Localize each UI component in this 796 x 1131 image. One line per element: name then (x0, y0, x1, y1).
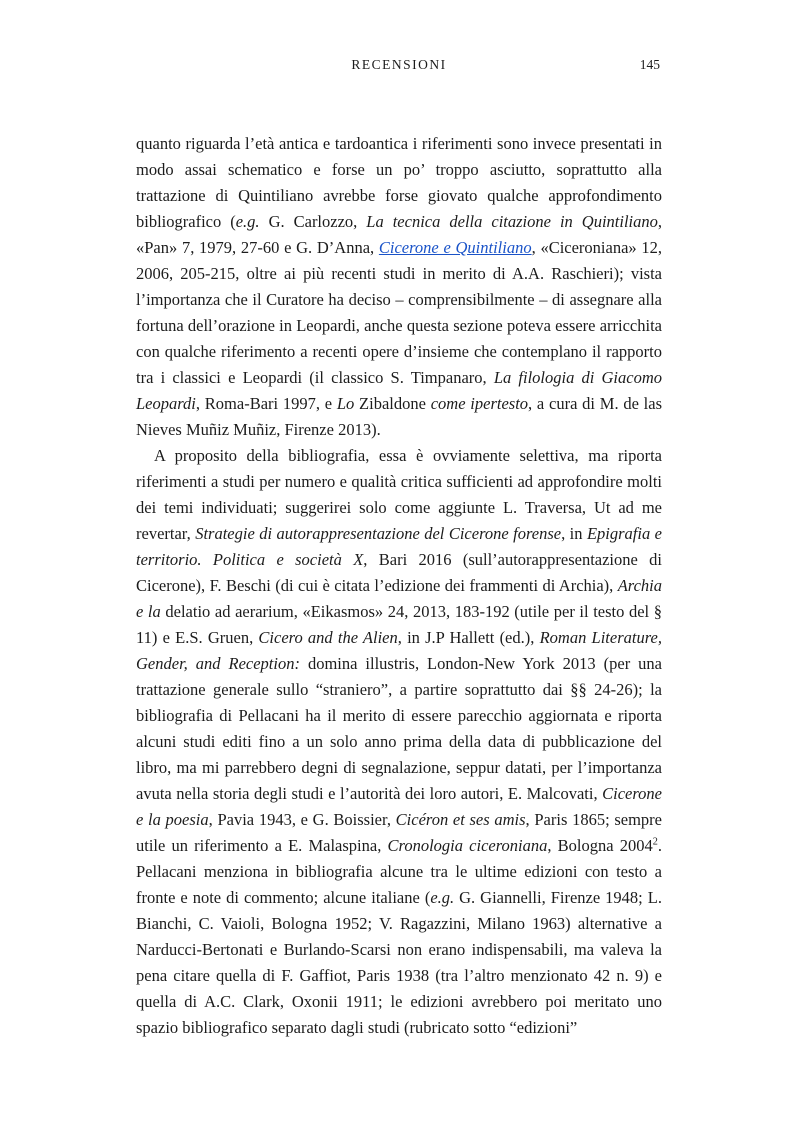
text-run: Roman Literature, Gender, and Reception: (136, 628, 662, 673)
superscript-edition-number: 2 (652, 836, 658, 848)
text-run: La tecnica della citazione in Quintiliano (366, 212, 658, 231)
paragraph (136, 131, 662, 443)
text-run: Cicéron et ses amis (395, 810, 526, 829)
body-text (136, 131, 662, 1041)
page-header (136, 57, 662, 75)
text-run: e.g. (235, 212, 260, 231)
text-run: Lo (336, 394, 355, 413)
text-run: e.g. (430, 888, 455, 907)
page-number: 145 (639, 57, 660, 72)
text-run: Cicerone e la poesia (136, 784, 662, 829)
text-run: , Paris 1865; sempre utile un riferimento a E. Malaspina, (136, 810, 662, 855)
text-run: , «Ciceroniana» 12, 2006, 205-215, oltre ai più recenti studi in merito di A.A. Raschieri); vista l’importanza che il Curatore ha deciso – comprensibilmente – di assegnare alla fortuna dell’orazione in Leopardi, anche questa sezione poteva essere arricchita con qualche riferimento a recenti opere d’insieme che contemplano il rapporto tra i classici e Leopardi (il classico S. Timpanaro, (136, 238, 663, 387)
text-run: , in (561, 524, 587, 543)
text-run: Cronologia ciceroniana (387, 836, 548, 855)
paragraph (136, 443, 662, 1041)
text-run: , Roma-Bari 1997, e (195, 394, 337, 413)
text-run: , Pavia 1943, e G. Boissier, (208, 810, 396, 829)
text-run: , in J.P Hallett (ed.), (397, 628, 540, 647)
link-cicerone-e-quintiliano[interactable]: Cicerone e Quintiliano (378, 238, 532, 257)
text-run: A proposito della bibliografia, essa è ovviamente selettiva, ma riporta riferimenti a studi per numero e qualità critica sufficienti ad approfondire molti dei temi individuati; suggerirei solo come aggiunte L. Traversa, Ut ad me revertar, (136, 446, 662, 543)
text-run: G. Giannelli, Firenze 1948; L. Bianchi, C. Vaioli, Bologna 1952; V. Ragazzini, Milano 1963) alternative a Narducci-Bertonati e Burlando-Scarsi non erano indispensabili, ma valeva la pena citare quella di F. Gaffiot, Paris 1938 (tra l’altro menzionato 42 n. 9) e quella di A.C. Clark, Oxonii 1911; le edizioni avrebbero poi meritato uno spazio bibliografico separato dagli studi (rubricato sotto “edizioni” (136, 888, 662, 1037)
text-run: , Bari 2016 (sull’autorappresentazione di Cicerone), F. Beschi (di cui è citata l’edizione dei frammenti di Archia), (136, 550, 662, 595)
text-run: quanto riguarda l’età antica e tardoantica i riferimenti sono invece presentati in modo assai schematico e forse un po’ troppo asciutto, soprattutto alla trattazione di Quintiliano avrebbe forse giovato qualche approfondimento bibliografico ( (136, 134, 662, 231)
text-run: come ipertesto (430, 394, 529, 413)
text-run: Zibaldone (354, 394, 431, 413)
text-run: , «Pan» 7, 1979, 27-60 e G. D’Anna, (136, 212, 662, 257)
text-run: Archia e la (136, 576, 662, 621)
text-run: Strategie di autorappresentazione del Cicerone forense (195, 524, 562, 543)
text-run: domina illustris, London-New York 2013 (per una trattazione generale sullo “straniero”, a partire soprattutto dai §§ 24-26); la bibliografia di Pellacani ha il merito di essere parecchio aggiornata e riporta alcuni studi editi fino a un solo anno prima della data di pubblicazione del libro, ma mi parrebbero degni di segnalazione, seppur datati, per l’importanza avuta nella storia degli studi e l’autorità dei loro autori, E. Malcovati, (136, 654, 662, 803)
text-run: Cicero and the Alien (258, 628, 398, 647)
text-run: , a cura di M. de las Nieves Muñiz Muñiz, Firenze 2013). (136, 394, 662, 439)
text-run: Epigrafia e territorio. Politica e società X (136, 524, 662, 569)
text-run: , Bologna 2004 (547, 836, 653, 855)
running-head: RECENSIONI (351, 57, 447, 72)
text-run: La filologia di Giacomo Leopardi (136, 368, 662, 413)
text-run: . Pellacani menziona in bibliografia alcune tra le ultime edizioni con testo a fronte e note di commento; alcune italiane ( (136, 836, 662, 907)
text-run: G. Carlozzo, (259, 212, 367, 231)
text-run: delatio ad aerarium, «Eikasmos» 24, 2013, 183-192 (utile per il testo del § 11) e E.S. Gruen, (136, 602, 662, 647)
